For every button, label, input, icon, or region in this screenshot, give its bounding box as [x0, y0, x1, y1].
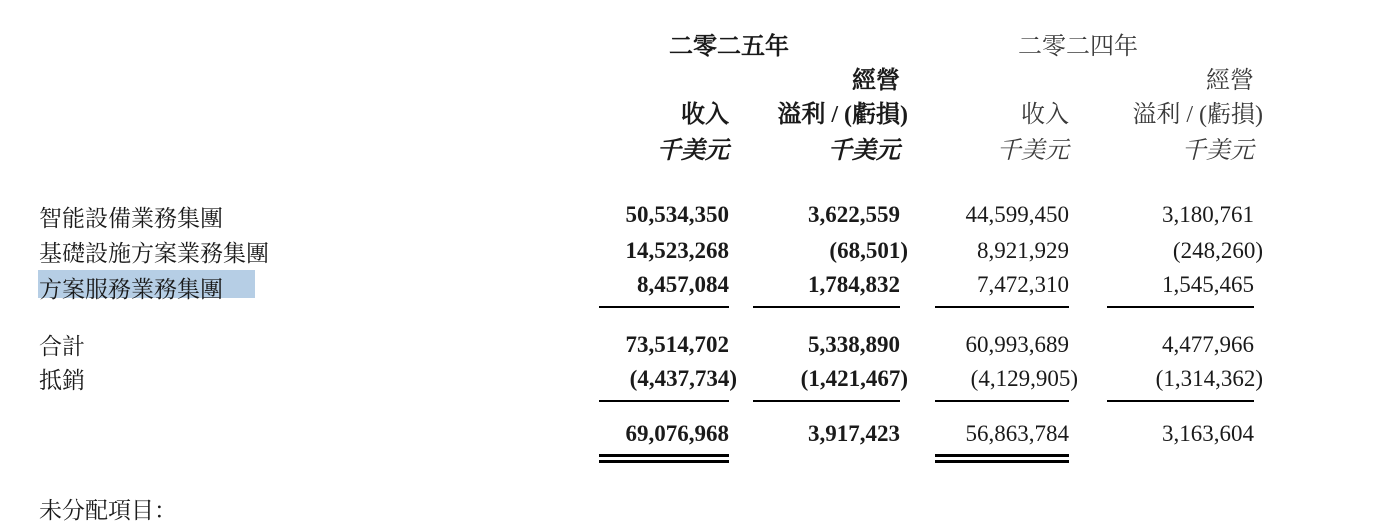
cell-rev2025: (4,437,734)	[629, 366, 737, 391]
footer-partial-heading: 未分配項目：	[39, 498, 177, 523]
header-revenue-2024: 收入	[1021, 102, 1069, 128]
total-rule	[1107, 400, 1254, 402]
subtotal-rule	[1107, 306, 1254, 308]
header-revenue-2025: 收入	[681, 102, 729, 128]
header-unit-op-2025: 千美元	[828, 138, 900, 164]
cell-rev2025: 8,457,084	[637, 272, 729, 297]
header-unit-rev-2024: 千美元	[997, 138, 1069, 164]
cell-op2025: (68,501)	[829, 238, 908, 263]
cell-rev2025: 73,514,702	[625, 332, 729, 357]
cell-rev2025: 50,534,350	[625, 202, 729, 227]
cell-op2024: 1,545,465	[1162, 272, 1254, 297]
cell-op2024: 3,180,761	[1162, 202, 1254, 227]
double-underline	[935, 454, 1069, 457]
subtotal-rule	[599, 306, 729, 308]
header-op-bottom-2025: 溢利 / (虧損)	[777, 102, 908, 128]
subtotal-rule	[753, 306, 900, 308]
cell-total-rev2024: 56,863,784	[965, 421, 1069, 446]
row-label-subtotal: 合計	[39, 334, 85, 359]
row-label-smart-devices: 智能設備業務集團	[39, 206, 223, 231]
cell-op2024: 4,477,966	[1162, 332, 1254, 357]
header-year-2025: 二零二五年	[669, 34, 789, 60]
cell-op2025: 1,784,832	[808, 272, 900, 297]
total-rule	[753, 400, 900, 402]
cell-total-op2024: 3,163,604	[1162, 421, 1254, 446]
double-underline	[599, 460, 729, 463]
row-label-infrastructure: 基礎設施方案業務集團	[39, 241, 269, 266]
cell-rev2024: 8,921,929	[977, 238, 1069, 263]
cell-rev2024: (4,129,905)	[970, 366, 1078, 391]
header-op-top-2025: 經營	[852, 68, 900, 94]
cell-rev2024: 44,599,450	[965, 202, 1069, 227]
header-op-top-2024: 經營	[1206, 68, 1254, 94]
cell-op2025: (1,421,467)	[800, 366, 908, 391]
cell-rev2025: 14,523,268	[625, 238, 729, 263]
cell-op2025: 5,338,890	[808, 332, 900, 357]
total-rule	[935, 400, 1069, 402]
cell-rev2024: 7,472,310	[977, 272, 1069, 297]
header-op-bottom-2024: 溢利 / (虧損)	[1132, 102, 1263, 128]
row-label-solutions-services[interactable]: 方案服務業務集團	[39, 277, 223, 302]
header-unit-op-2024: 千美元	[1182, 138, 1254, 164]
subtotal-rule	[935, 306, 1069, 308]
row-label-elimination: 抵銷	[39, 368, 85, 393]
header-year-2024: 二零二四年	[1018, 34, 1138, 60]
cell-op2025: 3,622,559	[808, 202, 900, 227]
header-unit-rev-2025: 千美元	[657, 138, 729, 164]
double-underline	[935, 460, 1069, 463]
total-rule	[599, 400, 729, 402]
cell-total-rev2025: 69,076,968	[625, 421, 729, 446]
double-underline	[599, 454, 729, 457]
cell-op2024: (1,314,362)	[1155, 366, 1263, 391]
cell-total-op2025: 3,917,423	[808, 421, 900, 446]
cell-rev2024: 60,993,689	[965, 332, 1069, 357]
cell-op2024: (248,260)	[1172, 238, 1263, 263]
